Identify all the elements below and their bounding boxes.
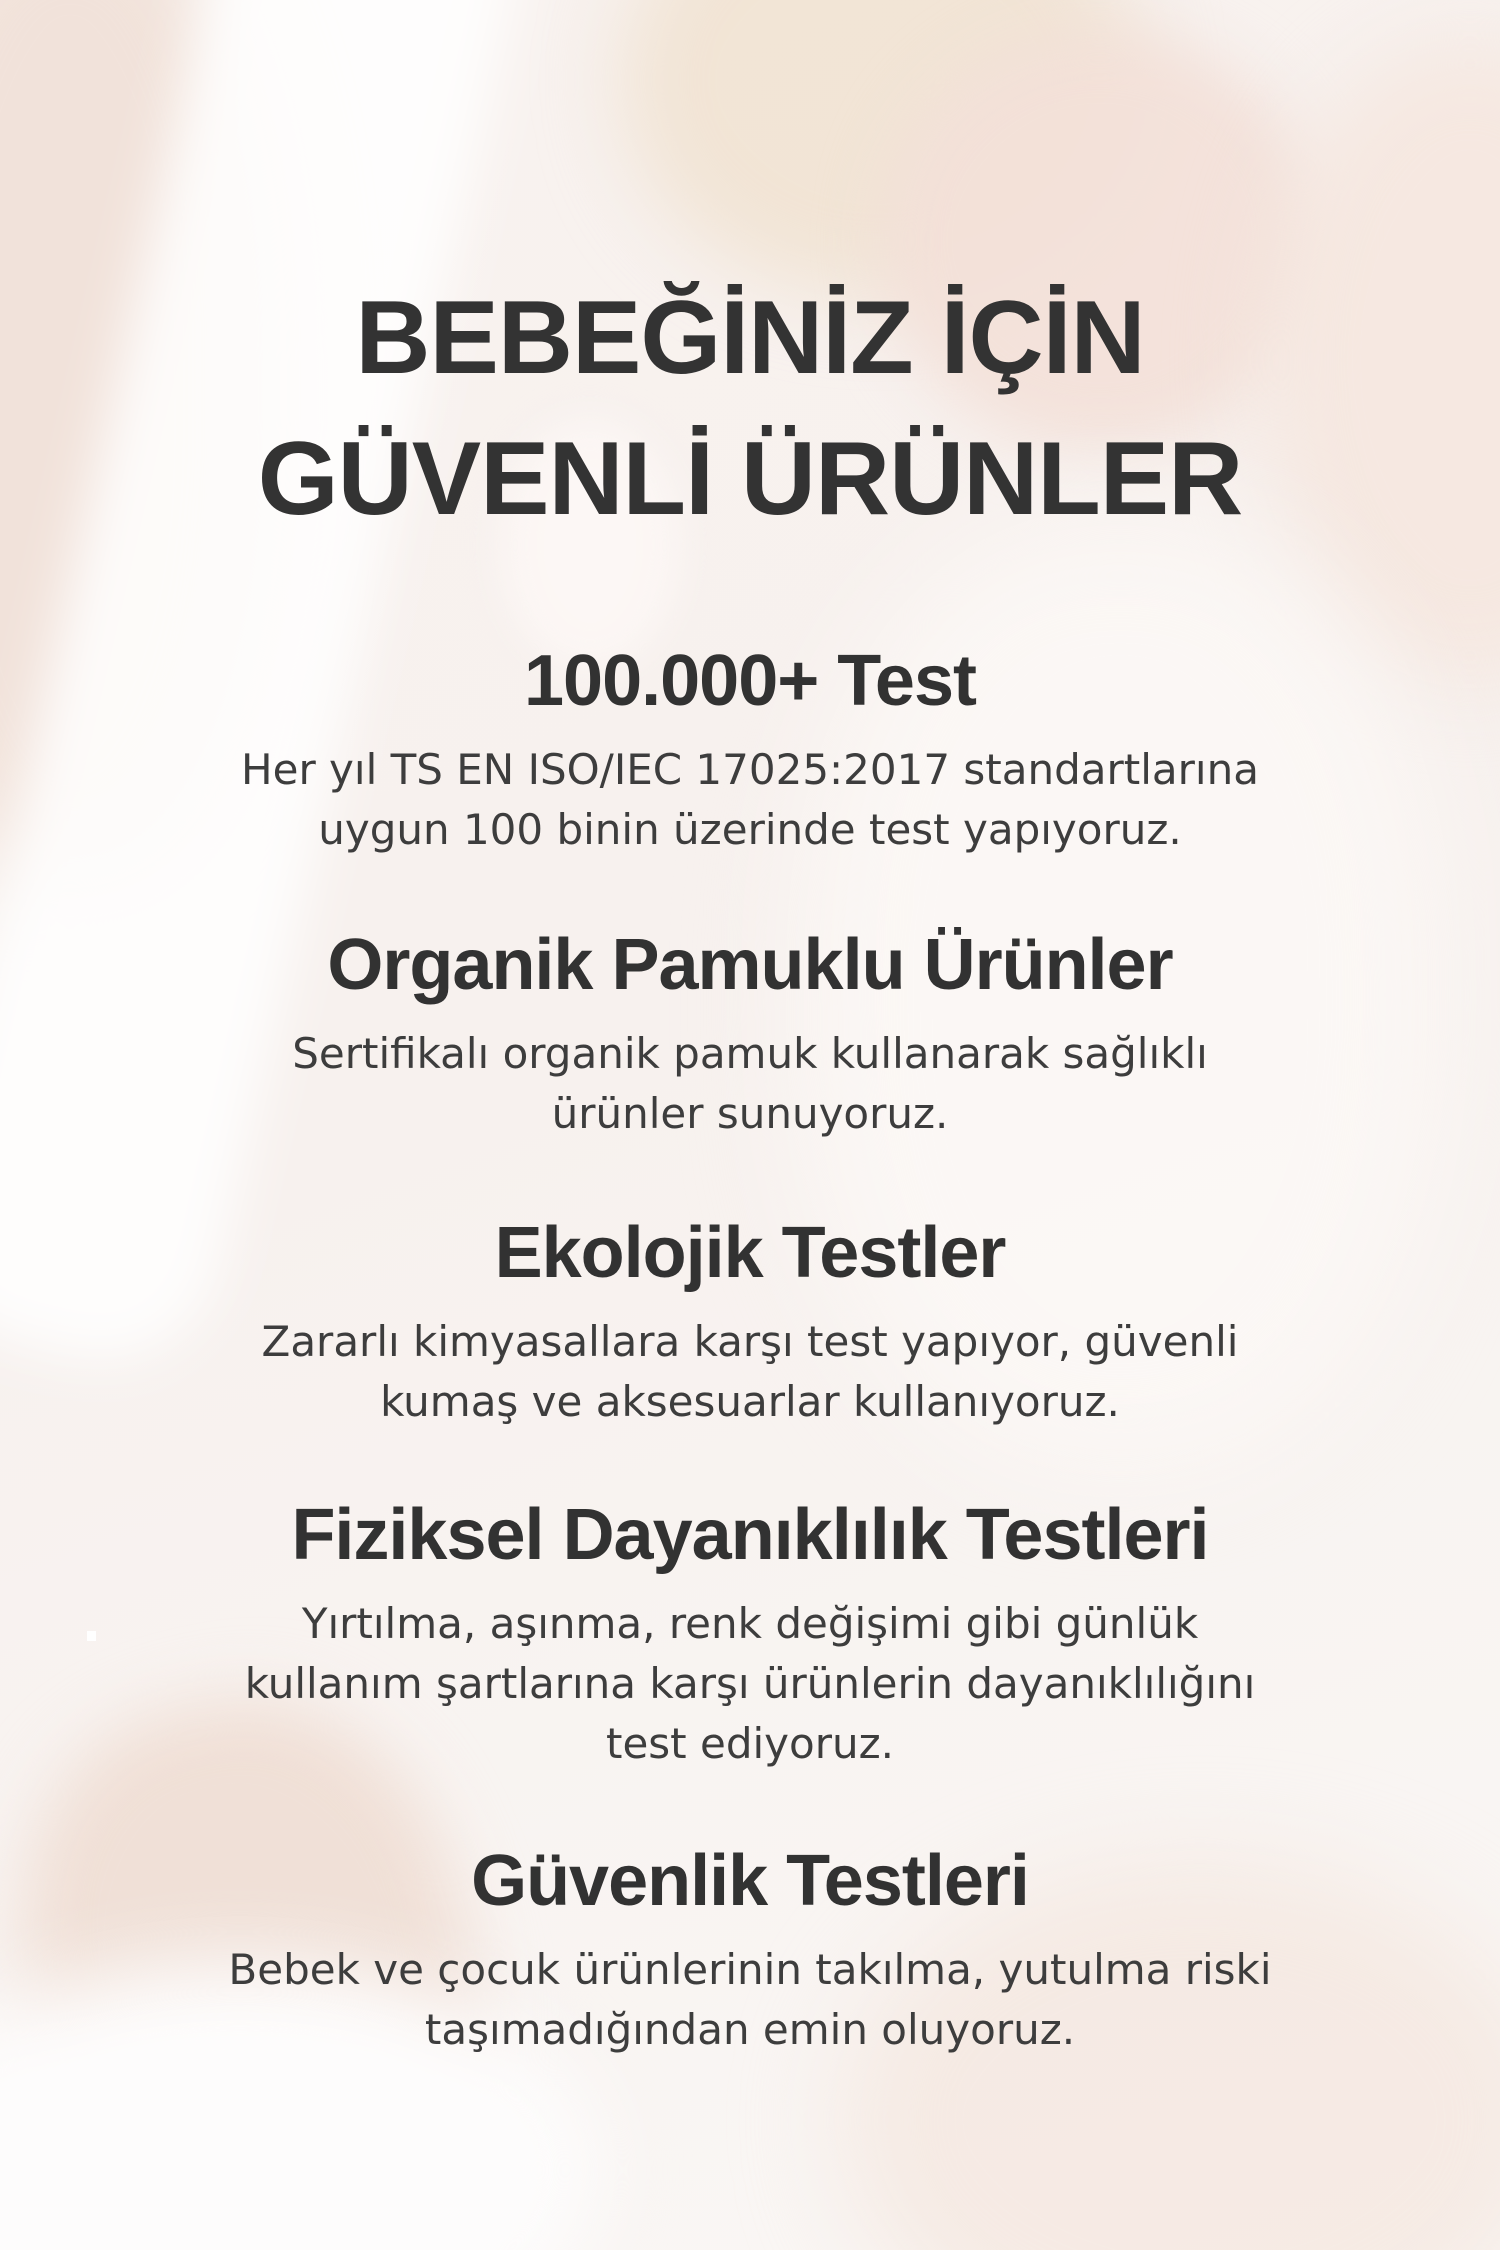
section-durability-tests-body-line: kullanım şartlarına karşı ürünlerin dayanıklılığını	[244, 1659, 1256, 1709]
section-organic-cotton-heading: Organik Pamuklu Ürünler	[327, 925, 1173, 1005]
section-organic-cotton-body-line: ürünler sunuyoruz.	[551, 1089, 949, 1139]
section-ecological-tests-body-line: kumaş ve aksesuarlar kullanıyoruz.	[380, 1377, 1120, 1427]
section-durability-tests	[0, 1492, 1500, 1773]
section-organic-cotton-body-line: Sertifikalı organik pamuk kullanarak sağlıklı	[292, 1029, 1208, 1079]
section-ecological-tests-heading: Ekolojik Testler	[494, 1213, 1006, 1293]
section-test-count-body-line: Her yıl TS EN ISO/IEC 17025:2017 standartlarına	[241, 745, 1259, 795]
section-test-count-heading: 100.000+ Test	[523, 641, 976, 721]
section-ecological-tests-body-line: Zararlı kimyasallara karşı test yapıyor, güvenli	[261, 1317, 1239, 1367]
title-line-2: GÜVENLİ ÜRÜNLER	[257, 421, 1243, 538]
section-durability-tests-heading: Fiziksel Dayanıklılık Testleri	[291, 1495, 1209, 1575]
section-safety-tests-body-line: Bebek ve çocuk ürünlerinin takılma, yutulma riski	[228, 1945, 1272, 1995]
section-ecological-tests	[0, 1210, 1500, 1432]
section-test-count	[0, 638, 1500, 860]
page-title	[0, 268, 1500, 551]
section-durability-tests-body-line: Yırtılma, aşınma, renk değişimi gibi günlük	[301, 1599, 1199, 1649]
section-safety-tests-body-line: taşımadığından emin oluyoruz.	[424, 2005, 1076, 2055]
title-line-1: BEBEĞİNİZ İÇİN	[355, 280, 1145, 396]
section-test-count-body-line: uygun 100 binin üzerinde test yapıyoruz.	[318, 805, 1182, 855]
section-safety-tests-heading: Güvenlik Testleri	[471, 1841, 1029, 1921]
section-organic-cotton	[0, 922, 1500, 1144]
section-safety-tests	[0, 1838, 1500, 2060]
section-durability-tests-body-line: test ediyoruz.	[605, 1718, 894, 1768]
